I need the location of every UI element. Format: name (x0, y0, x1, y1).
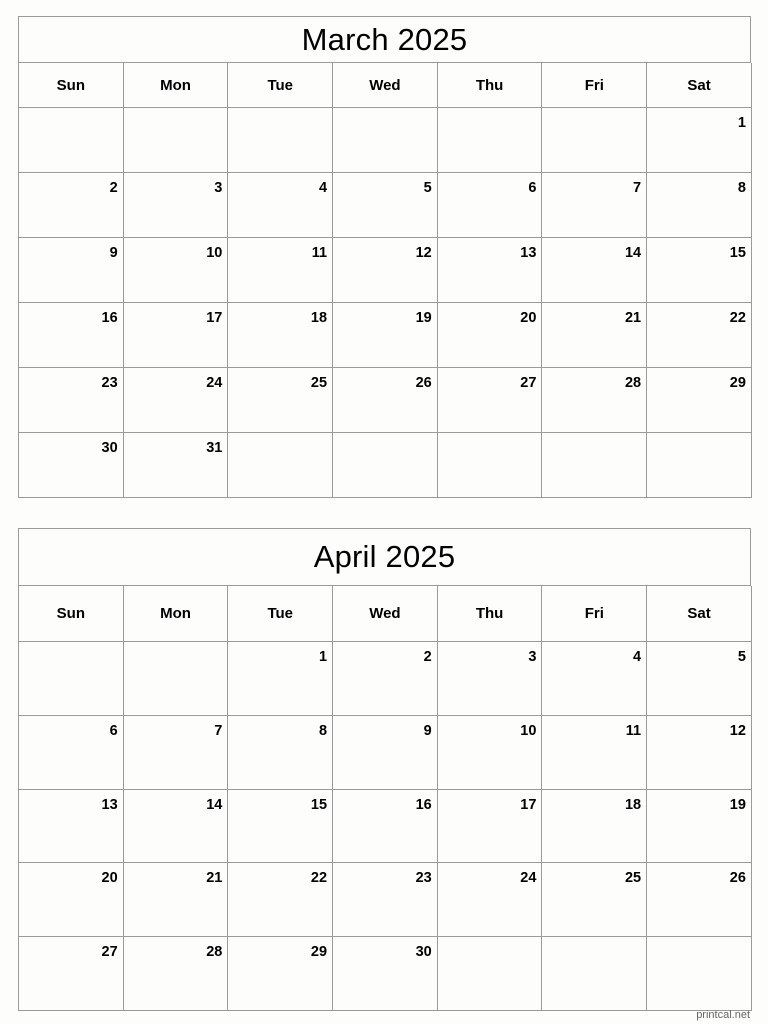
day-cell (333, 790, 438, 864)
calendar-april (18, 528, 751, 1011)
day-number: 5 (737, 649, 746, 665)
day-number: 7 (214, 722, 223, 739)
day-cell (438, 937, 543, 1011)
day-number: 17 (206, 310, 223, 326)
day-number: 13 (520, 245, 537, 261)
day-cell (19, 368, 124, 433)
day-cell (228, 238, 333, 303)
day-number: 16 (101, 310, 118, 326)
day-number: 26 (415, 375, 432, 391)
footer-credit: printcal.net (696, 1009, 750, 1021)
day-cell (333, 642, 438, 716)
day-number: 20 (101, 870, 118, 887)
day-cell (542, 173, 647, 238)
day-cell (19, 790, 124, 864)
day-cell (124, 433, 229, 498)
day-cell (542, 433, 647, 498)
day-cell (647, 863, 752, 937)
day-cell (438, 368, 543, 433)
day-number: 1 (318, 649, 328, 665)
day-cell (647, 368, 752, 433)
day-number: 8 (318, 722, 328, 739)
day-number: 15 (729, 245, 746, 261)
day-cell (647, 173, 752, 238)
day-cell (438, 173, 543, 238)
day-number: 28 (624, 375, 642, 391)
day-number: 14 (206, 796, 223, 813)
day-cell (19, 173, 124, 238)
month-title: March 2025 (19, 17, 751, 63)
day-number: 5 (423, 180, 432, 196)
day-number: 3 (214, 180, 223, 196)
day-cell (647, 716, 752, 790)
day-cell (333, 238, 438, 303)
day-cell (647, 303, 752, 368)
day-cell (19, 863, 124, 937)
day-number: 4 (633, 649, 642, 665)
day-cell (19, 238, 124, 303)
day-cell (438, 642, 543, 716)
day-cell (124, 790, 229, 864)
day-cell (228, 433, 333, 498)
day-cell (542, 937, 647, 1011)
day-cell (124, 108, 229, 173)
day-number: 29 (729, 375, 746, 391)
day-number: 15 (310, 796, 328, 813)
day-cell (333, 173, 438, 238)
day-cell (333, 937, 438, 1011)
day-cell (438, 716, 543, 790)
weekday-header: Wed (333, 63, 438, 108)
day-number: 21 (206, 870, 223, 887)
day-number: 10 (520, 722, 537, 739)
day-number: 2 (109, 180, 118, 196)
day-cell (19, 937, 124, 1011)
weekday-header: Sun (19, 586, 124, 642)
day-number: 21 (624, 310, 642, 326)
day-cell (333, 108, 438, 173)
day-number: 9 (109, 245, 118, 261)
day-number: 25 (310, 375, 328, 391)
day-cell (438, 863, 543, 937)
day-number: 30 (101, 440, 118, 456)
day-cell (19, 303, 124, 368)
day-number: 14 (624, 245, 642, 261)
day-cell (438, 790, 543, 864)
day-cell (333, 303, 438, 368)
day-number: 31 (206, 440, 223, 456)
weekday-header: Thu (438, 63, 543, 108)
day-number: 11 (311, 245, 328, 261)
day-number: 29 (310, 944, 328, 961)
day-cell (542, 108, 647, 173)
day-number: 28 (206, 944, 223, 961)
day-cell (333, 716, 438, 790)
day-cell (228, 790, 333, 864)
day-cell (228, 368, 333, 433)
day-number: 2 (423, 649, 432, 665)
day-number: 8 (737, 180, 746, 196)
day-number: 18 (310, 310, 328, 326)
day-number: 13 (101, 796, 118, 813)
day-number: 6 (528, 180, 537, 196)
day-cell (333, 863, 438, 937)
day-number: 3 (528, 649, 537, 665)
day-number: 7 (633, 180, 642, 196)
day-number: 24 (206, 375, 223, 391)
day-cell (124, 238, 229, 303)
day-cell (542, 238, 647, 303)
day-number: 23 (101, 375, 118, 391)
day-cell (228, 303, 333, 368)
weekday-header: Fri (542, 586, 647, 642)
calendar-grid (19, 63, 751, 498)
day-cell (647, 642, 752, 716)
weekday-header: Tue (228, 586, 333, 642)
weekday-header: Sat (647, 63, 752, 108)
day-cell (542, 790, 647, 864)
day-cell (333, 433, 438, 498)
calendar-march (18, 16, 751, 498)
day-cell (647, 238, 752, 303)
day-cell (19, 433, 124, 498)
day-cell (438, 433, 543, 498)
day-cell (438, 238, 543, 303)
day-number: 23 (415, 870, 432, 887)
day-cell (124, 368, 229, 433)
day-number: 1 (737, 115, 746, 131)
day-cell (124, 716, 229, 790)
weekday-header: Mon (124, 586, 229, 642)
day-cell (124, 303, 229, 368)
weekday-header: Thu (438, 586, 543, 642)
day-cell (542, 368, 647, 433)
day-cell (124, 173, 229, 238)
day-cell (19, 716, 124, 790)
day-number: 16 (415, 796, 432, 813)
calendar-grid (19, 586, 751, 1011)
day-number: 12 (729, 722, 746, 739)
day-number: 19 (415, 310, 432, 326)
month-title: April 2025 (19, 529, 751, 586)
day-number: 6 (109, 722, 118, 739)
day-cell (124, 863, 229, 937)
day-number: 11 (625, 722, 642, 739)
day-cell (228, 642, 333, 716)
day-cell (124, 642, 229, 716)
day-cell (124, 937, 229, 1011)
day-cell (647, 108, 752, 173)
day-cell (438, 303, 543, 368)
day-cell (542, 716, 647, 790)
day-number: 30 (415, 944, 432, 961)
day-number: 26 (729, 870, 746, 887)
day-cell (228, 937, 333, 1011)
day-number: 27 (520, 375, 537, 391)
day-number: 17 (520, 796, 537, 813)
day-number: 22 (729, 310, 746, 326)
day-cell (438, 108, 543, 173)
day-number: 10 (206, 245, 223, 261)
day-cell (19, 642, 124, 716)
day-cell (647, 790, 752, 864)
day-cell (228, 716, 333, 790)
day-cell (542, 303, 647, 368)
day-number: 19 (729, 796, 746, 813)
weekday-header: Tue (228, 63, 333, 108)
day-number: 12 (415, 245, 432, 261)
weekday-header: Mon (124, 63, 229, 108)
day-number: 24 (520, 870, 537, 887)
day-cell (647, 937, 752, 1011)
day-cell (228, 173, 333, 238)
day-number: 4 (318, 180, 328, 196)
weekday-header: Wed (333, 586, 438, 642)
day-cell (542, 863, 647, 937)
weekday-header: Fri (542, 63, 647, 108)
day-number: 25 (624, 870, 642, 887)
weekday-header: Sun (19, 63, 124, 108)
day-cell (228, 108, 333, 173)
day-cell (333, 368, 438, 433)
day-number: 20 (520, 310, 537, 326)
day-cell (228, 863, 333, 937)
weekday-header: Sat (647, 586, 752, 642)
day-cell (19, 108, 124, 173)
day-number: 18 (624, 796, 642, 813)
day-number: 22 (310, 870, 328, 887)
day-number: 27 (101, 944, 118, 961)
day-number: 9 (423, 722, 432, 739)
day-cell (542, 642, 647, 716)
day-cell (647, 433, 752, 498)
